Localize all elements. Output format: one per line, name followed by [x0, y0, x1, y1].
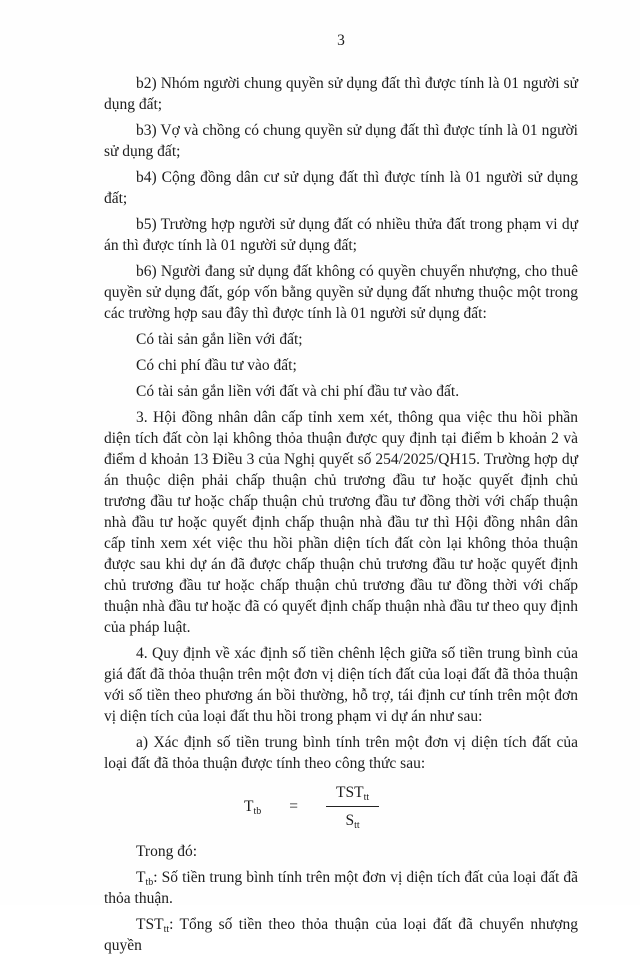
- fraction-denominator: $S_{tt}$: [345, 812, 360, 831]
- definition-ttb-subscript: tb: [145, 877, 154, 888]
- paragraph-4a: a) Xác định số tiền trung bình tính trên một đơn vị diện tích đất của loại đất đã thỏa thuận được tính theo công thức sau:: [104, 734, 578, 772]
- paragraph-b6: b6) Người đang sử dụng đất không có quyền chuyển nhượng, cho thuê quyền sử dụng đất, góp vốn bằng quyền sử dụng đất nhưng thuộc một trong các trường hợp sau đây thì được tính là 01 người sử dụng đất:: [104, 263, 578, 322]
- paragraph-b4: b4) Cộng đồng dân cư sử dụng đất thì được tính là 01 người sử dụng đất;: [104, 169, 578, 207]
- page-number: 3: [337, 32, 345, 49]
- formula-lhs: $T_{tb}$: [244, 798, 262, 817]
- paragraph-4: 4. Quy định về xác định số tiền chênh lệch giữa số tiền trung bình của giá đất đã thỏa thuận trên một đơn vị diện tích đất của loại đất đã thỏa thuận với số tiền theo phương án bồi thường, hỗ trợ, tái định cư tính trên một đơn vị diện tích của loại đất thu hồi trong phạm vi dự án như sau:: [104, 645, 578, 725]
- paragraph-b3: b3) Vợ và chồng có chung quyền sử dụng đất thì được tính là 01 người sử dụng đất;: [104, 122, 578, 160]
- definition-ttb: $T_{tb}$: Số tiền trung bình tính trên một đơn vị diện tích đất của loại đất đã thỏa thuận.: [104, 869, 578, 907]
- numerator-subscript: tt: [363, 792, 370, 803]
- equals-sign: =: [289, 798, 298, 815]
- formula-lhs-subscript: tb: [253, 806, 262, 817]
- definition-tsttt-subscript: tt: [163, 924, 170, 935]
- list-item-asset-and-cost: Có tài sản gắn liền với đất và chi phí đầu tư vào đất.: [136, 383, 460, 400]
- fraction-numerator: $TST_{tt}$: [326, 782, 379, 807]
- list-item-asset-on-land: Có tài sản gắn liền với đất;: [136, 331, 303, 348]
- fraction: [326, 782, 379, 831]
- definition-tsttt: $TST_{tt}$: Tổng số tiền theo thỏa thuận của loại đất đã chuyển nhượng quyền: [104, 916, 578, 954]
- paragraph-b5: b5) Trường hợp người sử dụng đất có nhiều thửa đất trong phạm vi dự án thì được tính là 01 người sử dụng đất;: [104, 216, 578, 254]
- where-label: Trong đó:: [136, 843, 198, 860]
- denominator-subscript: tt: [354, 820, 360, 831]
- paragraph-3: 3. Hội đồng nhân dân cấp tỉnh xem xét, thông qua việc thu hồi phần diện tích đất còn lại không thỏa thuận được quy định tại điểm b khoản 2 và điểm d khoản 13 Điều 3 của Nghị quyết số 254/2025/QH15. Trường hợp dự án thuộc diện phải chấp thuận chủ trương đầu tư hoặc quyết định chủ trương đầu tư hoặc chấp thuận chủ trương đầu tư đồng thời với chấp thuận nhà đầu tư hoặc quyết định chấp thuận nhà đầu tư thì Hội đồng nhân dân cấp tỉnh xem xét việc thu hồi phần diện tích đất còn lại không thỏa thuận được sau khi dự án đã được chấp thuận chủ trương đầu tư hoặc quyết định chủ trương đầu tư hoặc chấp thuận chủ trương đầu tư đồng thời với chấp thuận nhà đầu tư hoặc đã có quyết định chấp thuận nhà đầu tư theo quy định của pháp luật.: [104, 409, 578, 636]
- list-item-investment-cost: Có chi phí đầu tư vào đất;: [136, 357, 297, 374]
- paragraph-b2: b2) Nhóm người chung quyền sử dụng đất thì được tính là 01 người sử dụng đất;: [104, 75, 578, 113]
- formula-ttb: [244, 782, 578, 831]
